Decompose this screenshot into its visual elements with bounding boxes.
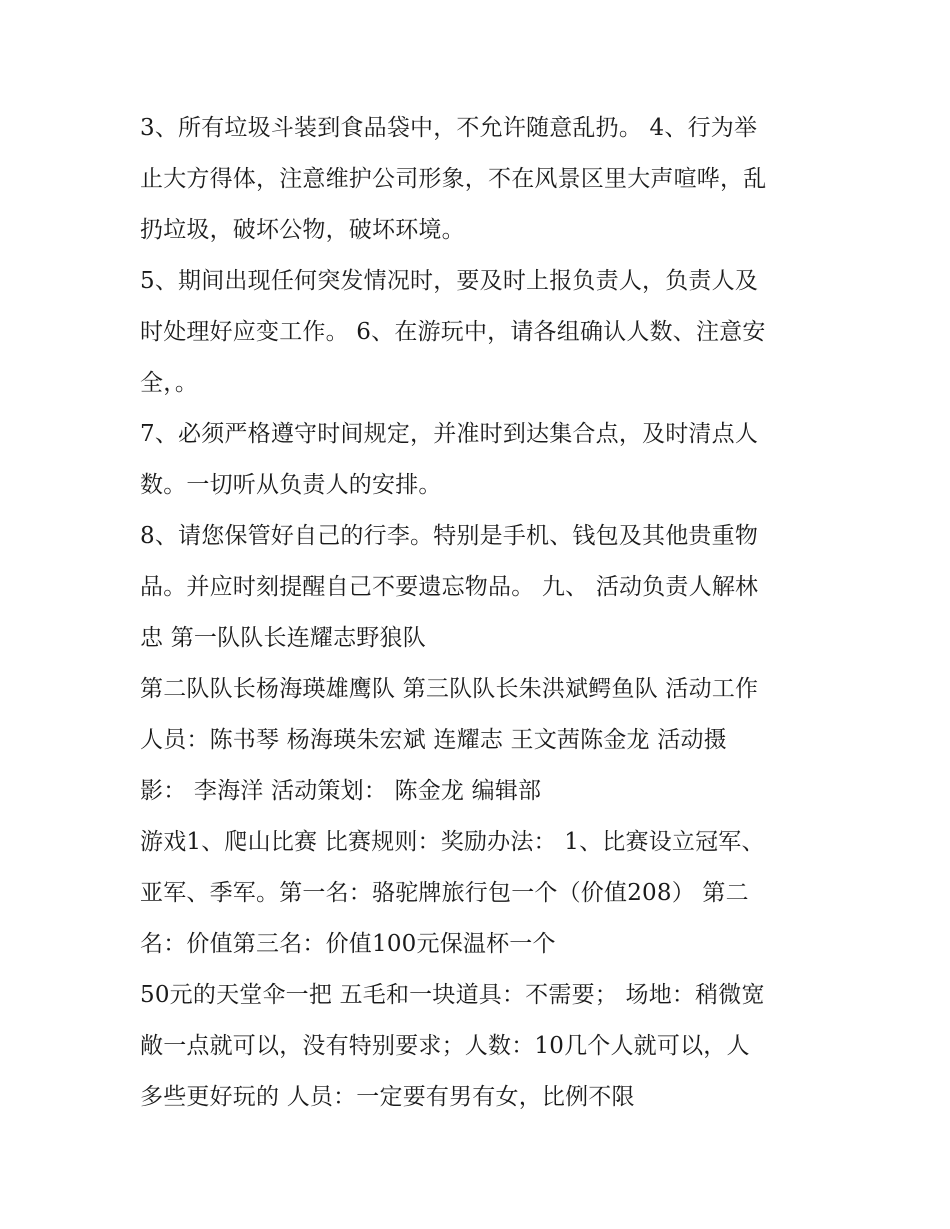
- text-line: 游戏1、爬山比赛 比赛规则：奖励办法： 1、比赛设立冠军、: [140, 829, 765, 855]
- text-line: 7、必须严格遵守时间规定，并准时到达集合点，及时清点人: [140, 421, 759, 447]
- text-line: 名：价值第三名：价值100元保温杯一个: [140, 931, 556, 957]
- text-line: 止大方得体，注意维护公司形象，不在风景区里大声喧哗，乱: [140, 166, 767, 192]
- text-line: 影： 李海洋 活动策划： 陈金龙 编辑部: [140, 778, 542, 804]
- text-line: 人员：陈书琴 杨海瑛朱宏斌 连耀志 王文茜陈金龙 活动摄: [140, 727, 727, 753]
- text-line: 8、请您保管好自己的行李。特别是手机、钱包及其他贵重物: [140, 523, 759, 549]
- text-line: 数。一切听从负责人的安排。: [140, 472, 442, 498]
- text-line: 扔垃圾，破坏公物，破坏环境。: [140, 217, 465, 243]
- text-line: 5、期间出现任何突发情况时，要及时上报负责人，负责人及: [140, 268, 759, 294]
- text-line: 品。并应时刻提醒自己不要遗忘物品。 九、 活动负责人解林: [140, 574, 759, 600]
- text-line: 亚军、季军。第一名：骆驼牌旅行包一个（价值208） 第二: [140, 880, 749, 906]
- text-line: 50元的天堂伞一把 五毛和一块道具：不需要； 场地：稍微宽: [140, 982, 765, 1008]
- text-line: 3、所有垃圾斗装到食品袋中，不允许随意乱扔。 4、行为举: [140, 115, 758, 141]
- text-line: 全，。: [140, 370, 199, 396]
- text-line: 多些更好玩的 人员：一定要有男有女，比例不限: [140, 1084, 635, 1110]
- text-line: 敞一点就可以，没有特别要求；人数：10几个人就可以，人: [140, 1033, 750, 1059]
- text-line: 忠 第一队队长连耀志野狼队: [140, 625, 426, 651]
- text-line: 时处理好应变工作。 6、在游玩中，请各组确认人数、注意安: [140, 319, 766, 345]
- text-line: 第二队队长杨海瑛雄鹰队 第三队队长朱洪斌鳄鱼队 活动工作: [140, 676, 759, 702]
